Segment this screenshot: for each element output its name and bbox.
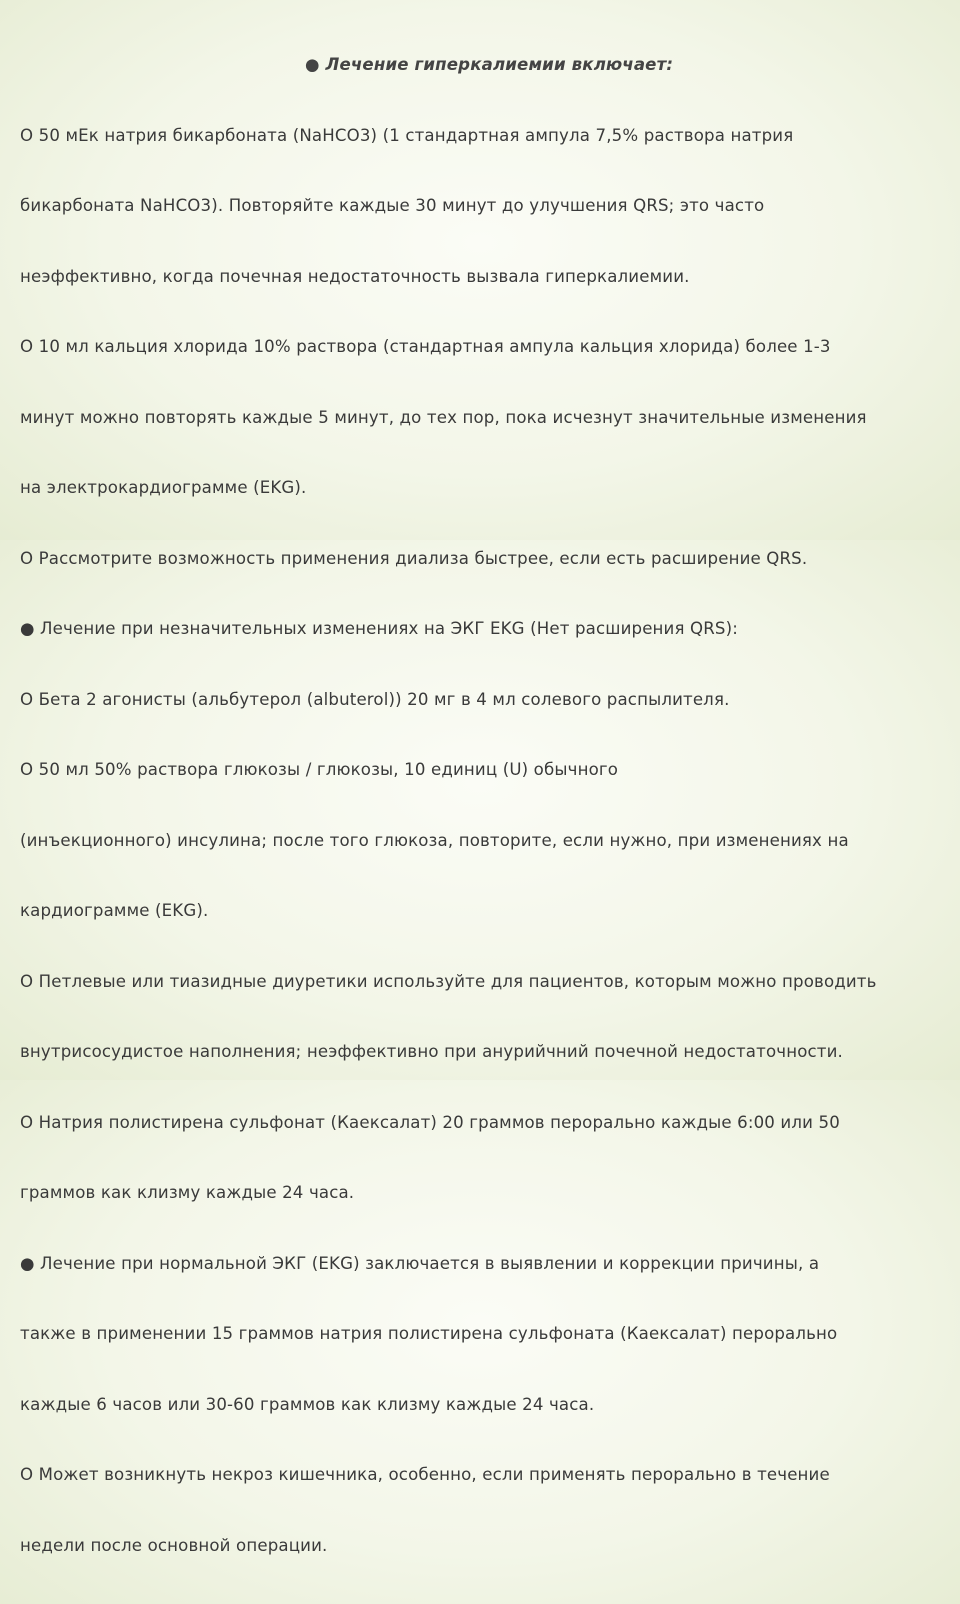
text-line: ● Лечение при незначительных изменениях на ЭКГ EKG (Нет расширения QRS): — [20, 619, 738, 638]
text-line: внутрисосудистое наполнения; неэффективно при анурийчний почечной недостаточности. — [20, 1042, 843, 1061]
text-line: также в применении 15 граммов натрия полистирена сульфоната (Каексалат) перорально — [20, 1324, 838, 1343]
text-line: (инъекционного) инсулина; после того глюкоза, повторите, если нужно, при изменениях на — [20, 830, 849, 850]
text-line: граммов как клизму каждые 24 часа. — [20, 1183, 355, 1202]
text-line: кардиограмме (EKG). — [20, 901, 209, 920]
text-line: недели после основной операции. — [20, 1535, 328, 1555]
text-line: ● Лечение при нормальной ЭКГ (EKG) заключается в выявлении и коррекции причины, а — [20, 1253, 820, 1273]
text-line: O 50 мЕк натрия бикарбоната (NaHCO3) (1 стандартная ампула 7,5% раствора натрия — [20, 125, 794, 145]
text-line: O 50 мл 50% раствора глюкозы / глюкозы, 10 единиц (U) обычного — [20, 760, 619, 779]
text-line: O Бета 2 агонисты (альбутерол (albuterol)) 20 мг в 4 мл солевого распылителя. — [20, 689, 730, 709]
text-line: бикарбоната NaHCO3). Повторяйте каждые 30 минут до улучшения QRS; это часто — [20, 196, 765, 215]
text-line: O 10 мл кальция хлорида 10% раствора (стандартная ампула кальция хлорида) более 1-3 — [20, 337, 831, 356]
slide-text-body — [20, 6, 960, 1604]
text-line: O Может возникнуть некроз кишечника, особенно, если применять перорально в течение — [20, 1465, 830, 1484]
section-heading-hyperkalemia-treatment: ● Лечение гиперкалиемии включает: — [305, 55, 674, 74]
text-line: минут можно повторять каждые 5 минут, до тех пор, пока исчезнут значительные изменения — [20, 407, 867, 427]
text-line: O Натрия полистирена сульфонат (Каексалат) 20 граммов перорально каждые 6:00 или 50 — [20, 1112, 840, 1132]
text-line: каждые 6 часов или 30-60 граммов как клизму каждые 24 часа. — [20, 1394, 595, 1414]
text-line: O Рассмотрите возможность применения диализа быстрее, если есть расширение QRS. — [20, 548, 808, 568]
text-line: на электрокардиограмме (EKG). — [20, 478, 307, 497]
text-line: O Петлевые или тиазидные диуретики используйте для пациентов, которым можно проводить — [20, 971, 877, 991]
text-line: неэффективно, когда почечная недостаточность вызвала гиперкалиемии. — [20, 266, 690, 286]
